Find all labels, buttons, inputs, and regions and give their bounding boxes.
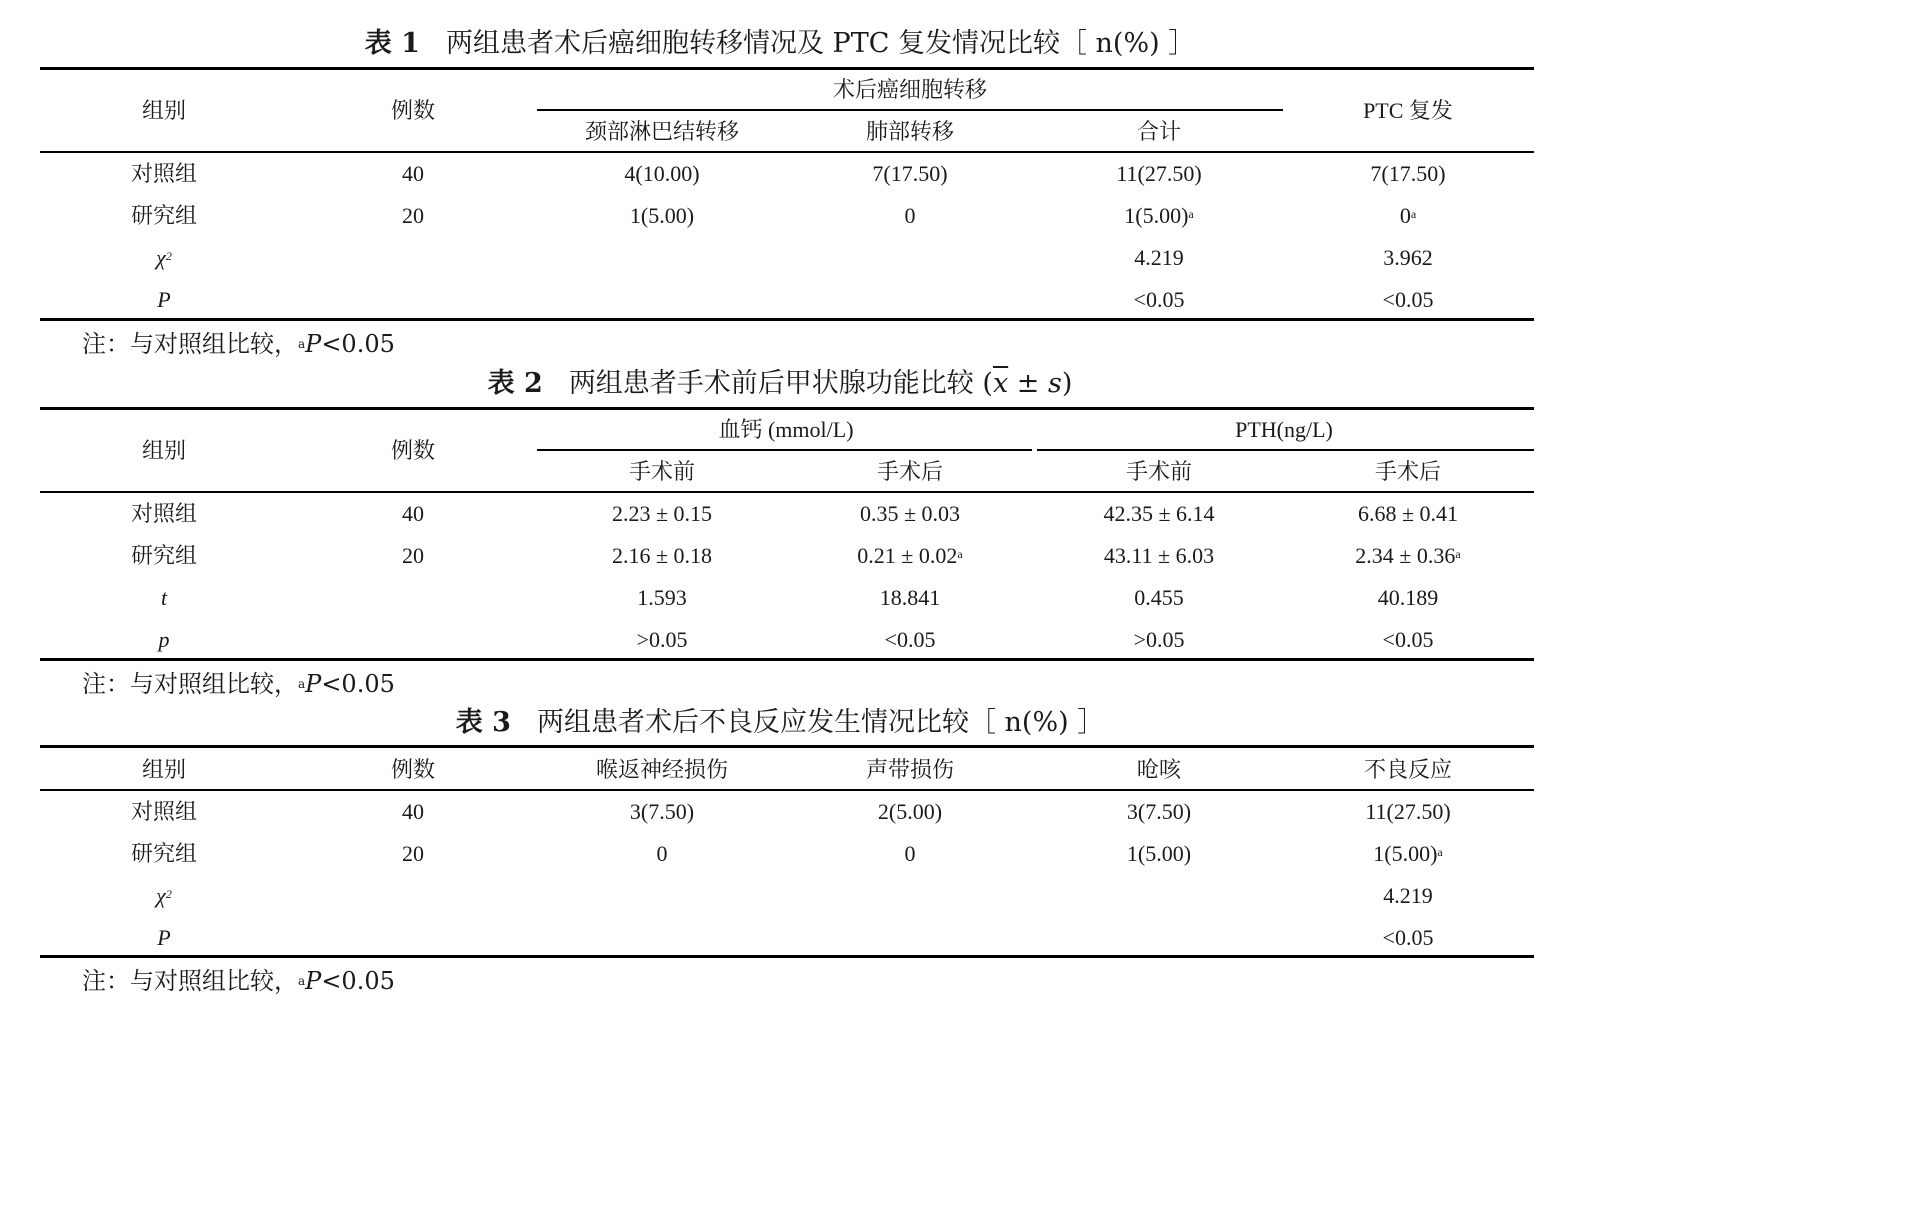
t1-r1-group: 对照组 bbox=[130, 161, 198, 186]
t2-t-ca-post: 18.841 bbox=[879, 585, 941, 610]
t2-r2-ca-post: 0.21 ± 0.02$^a$ bbox=[857, 543, 963, 568]
t3-r2-group: 研究组 bbox=[130, 841, 198, 866]
t3-header-vocal: 声带损伤 bbox=[865, 757, 955, 782]
t2-p-pth-pre: >0.05 bbox=[1133, 627, 1185, 652]
t1-header-lymph: 颈部淋巴结转移 bbox=[584, 119, 740, 144]
t3-r1-nerve: 3(7.50) bbox=[629, 799, 695, 824]
t1-r2-lymph: 1(5.00) bbox=[629, 203, 695, 228]
table1-title-text: 两组患者术后癌细胞转移情况及 PTC 复发情况比较［ n(%) ］ bbox=[445, 28, 1196, 59]
table3-header-rule bbox=[40, 789, 1534, 791]
t1-header-group: 组别 bbox=[141, 98, 187, 123]
t2-r1-pth-pre: 42.35 ± 6.14 bbox=[1103, 501, 1215, 526]
t2-header-ca-pre: 手术前 bbox=[628, 459, 696, 484]
t1-r1-ptc: 7(17.50) bbox=[1370, 161, 1446, 186]
t2-header-pth-post: 手术后 bbox=[1374, 459, 1442, 484]
t1-chi-ptc: 3.962 bbox=[1383, 245, 1433, 270]
t2-r2-pth-post: 2.34 ± 0.36$^a$ bbox=[1355, 543, 1461, 568]
t2-r1-pth-post: 6.68 ± 0.41 bbox=[1357, 501, 1459, 526]
t2-t-label: t bbox=[160, 585, 168, 610]
t2-r2-ca-pre: 2.16 ± 0.18 bbox=[611, 543, 713, 568]
table2-title: 表 2 两组患者手术前后甲状腺功能比较 $(\overline{x} \pm s)$ bbox=[487, 368, 1073, 399]
t1-header-total: 合计 bbox=[1136, 119, 1182, 144]
t3-header-nerve: 喉返神经损伤 bbox=[595, 757, 729, 782]
table2-note: 注：与对照组比较，$^a$P<0.05 bbox=[82, 670, 395, 698]
t1-r1-cases: 40 bbox=[402, 161, 424, 186]
table3-number: 表 3 bbox=[455, 707, 511, 738]
t3-r2-vocal: 0 bbox=[904, 841, 916, 866]
t1-r1-lung: 7(17.50) bbox=[872, 161, 948, 186]
t2-p-ca-pre: >0.05 bbox=[636, 627, 688, 652]
t1-p-label: P bbox=[157, 287, 171, 312]
t3-r2-cough: 1(5.00) bbox=[1126, 841, 1192, 866]
t3-header-cough: 呛咳 bbox=[1136, 757, 1182, 782]
t1-r2-ptc: 0$^a$ bbox=[1399, 203, 1417, 228]
table1-bottom-rule bbox=[40, 318, 1534, 321]
t3-p-label: P bbox=[157, 925, 171, 950]
t2-t-pth-pre: 0.455 bbox=[1134, 585, 1184, 610]
t3-header-cases: 例数 bbox=[390, 757, 436, 782]
t2-r2-pth-pre: 43.11 ± 6.03 bbox=[1103, 543, 1215, 568]
t2-header-pth: PTH(ng/L) bbox=[1235, 417, 1333, 442]
table1-number: 表 1 bbox=[364, 28, 420, 59]
t3-header-group: 组别 bbox=[141, 757, 187, 782]
t2-p-label: p bbox=[158, 627, 170, 652]
t3-p-adverse: <0.05 bbox=[1382, 925, 1434, 950]
t2-header-ca-post: 手术后 bbox=[876, 459, 944, 484]
t2-r2-group: 研究组 bbox=[130, 543, 198, 568]
table3-top-rule bbox=[40, 745, 1534, 748]
t1-r1-lymph: 4(10.00) bbox=[624, 161, 700, 186]
t1-header-ptc: PTC 复发 bbox=[1363, 98, 1453, 123]
t1-r2-total: $1(5.00)^a$ bbox=[1124, 203, 1194, 228]
t3-r1-adverse: 11(27.50) bbox=[1365, 799, 1451, 824]
t3-r1-group: 对照组 bbox=[130, 799, 198, 824]
table2-number: 表 2 bbox=[487, 368, 543, 399]
t3-r1-vocal: 2(5.00) bbox=[877, 799, 943, 824]
t3-r1-cough: 3(7.50) bbox=[1126, 799, 1192, 824]
table2-header-rule bbox=[40, 491, 1534, 493]
t3-r1-cases: 40 bbox=[402, 799, 424, 824]
t1-span-rule bbox=[537, 109, 1283, 111]
t2-r1-ca-post: 0.35 ± 0.03 bbox=[859, 501, 961, 526]
t2-r2-cases: 20 bbox=[402, 543, 424, 568]
t2-calcium-rule bbox=[537, 449, 1032, 451]
t2-header-pth-pre: 手术前 bbox=[1125, 459, 1193, 484]
table3-title-text: 两组患者术后不良反应发生情况比较［ n(%) ］ bbox=[536, 707, 1105, 738]
table3-bottom-rule bbox=[40, 955, 1534, 958]
t1-chi-total: 4.219 bbox=[1134, 245, 1184, 270]
t1-p-ptc: <0.05 bbox=[1382, 287, 1434, 312]
t2-p-pth-post: <0.05 bbox=[1382, 627, 1434, 652]
table3-title bbox=[0, 705, 1560, 741]
table3-note: 注：与对照组比较，$^a$P<0.05 bbox=[82, 967, 395, 995]
t2-r1-cases: 40 bbox=[402, 501, 424, 526]
t1-chi-label: $\chi^2$ bbox=[156, 245, 172, 270]
t1-r2-lung: 0 bbox=[904, 203, 916, 228]
t2-pth-rule bbox=[1037, 449, 1534, 451]
t2-t-ca-pre: 1.593 bbox=[637, 585, 687, 610]
t2-t-pth-post: 40.189 bbox=[1377, 585, 1439, 610]
table1-note: 注：与对照组比较，$^a$P<0.05 bbox=[82, 330, 395, 358]
t1-r1-total: 11(27.50) bbox=[1116, 161, 1202, 186]
t3-chi-adverse: 4.219 bbox=[1383, 883, 1433, 908]
t1-header-lung: 肺部转移 bbox=[865, 119, 955, 144]
t3-r2-cases: 20 bbox=[402, 841, 424, 866]
t1-header-cases: 例数 bbox=[390, 98, 436, 123]
t3-r2-adverse: $1(5.00)^a$ bbox=[1373, 841, 1443, 866]
t3-chi-label: $\chi^2$ bbox=[156, 883, 172, 908]
t1-p-total: <0.05 bbox=[1133, 287, 1185, 312]
table2-bottom-rule bbox=[40, 658, 1534, 661]
t2-header-calcium: 血钙 (mmol/L) bbox=[718, 417, 854, 442]
t2-header-group: 组别 bbox=[141, 438, 187, 463]
t2-header-cases: 例数 bbox=[390, 438, 436, 463]
t1-r2-group: 研究组 bbox=[130, 203, 198, 228]
table1-title bbox=[0, 26, 1560, 62]
table1-top-rule bbox=[40, 67, 1534, 70]
t2-r1-ca-pre: 2.23 ± 0.15 bbox=[611, 501, 713, 526]
t2-p-ca-post: <0.05 bbox=[884, 627, 936, 652]
t3-r2-nerve: 0 bbox=[656, 841, 668, 866]
t2-r1-group: 对照组 bbox=[130, 501, 198, 526]
t1-r2-cases: 20 bbox=[402, 203, 424, 228]
table1-header-rule bbox=[40, 151, 1534, 153]
t3-header-adverse: 不良反应 bbox=[1363, 757, 1453, 782]
t1-header-metastasis: 术后癌细胞转移 bbox=[832, 77, 988, 102]
table2-top-rule bbox=[40, 407, 1534, 410]
